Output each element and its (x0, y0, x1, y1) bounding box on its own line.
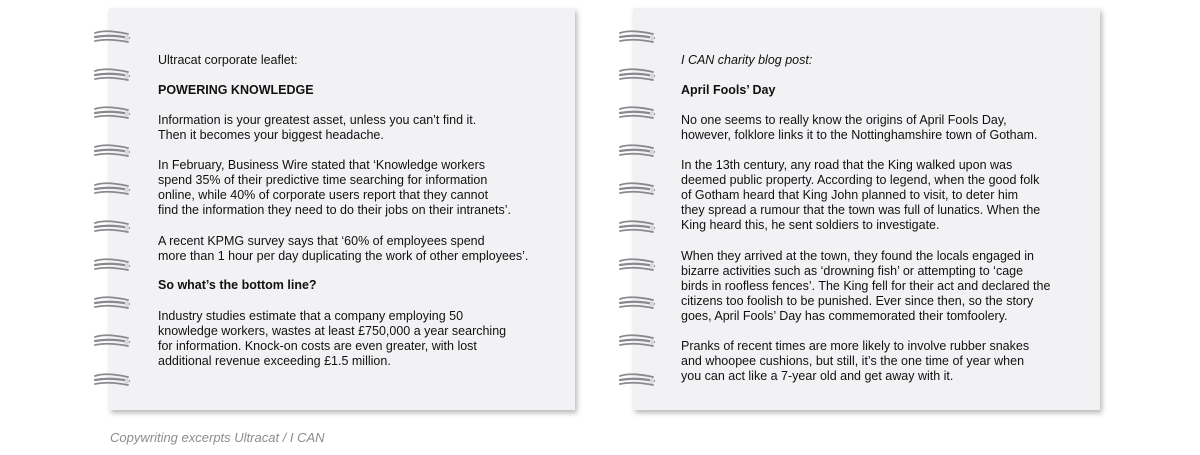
paragraph: In the 13th century, any road that the King walked upon was deemed public property. According to legend, when the good folk of Gotham heard that King John planned to visit, to deter him they spread a rumour that the town was full of lunatics. When the King heard this, he sent soldiers to investigate. (681, 158, 1041, 232)
paragraph: Industry studies estimate that a company employing 50 knowledge workers, wastes at least £750,000 a year searching for information. Knock-on costs are even greater, with lost additional revenue exceeding £1.5 million. (158, 309, 507, 368)
paragraph: Pranks of recent times are more likely to involve rubber snakes and whoopee cushions, but still, it’s the one time of year when you can act like a 7-year old and get away with it. (681, 339, 1030, 383)
spiral-coil-icon (92, 219, 132, 235)
paragraph: A recent KPMG survey says that ‘60% of employees spend more than 1 hour per day duplicating the work of other employees’. (158, 234, 529, 263)
spiral-coil-icon (617, 372, 657, 388)
card-heading: April Fools’ Day (681, 83, 776, 97)
spiral-coil-icon (92, 333, 132, 349)
spiral-coil-icon (617, 257, 657, 273)
card-subheading: So what’s the bottom line? (158, 278, 317, 292)
card-label: Ultracat corporate leaflet: (158, 53, 298, 67)
spiral-coil-icon (617, 181, 657, 197)
spiral-coil-icon (92, 105, 132, 121)
paragraph: No one seems to really know the origins of April Fools Day, however, folklore links it to the Nottinghamshire town of Gotham. (681, 113, 1038, 142)
spiral-coil-icon (617, 219, 657, 235)
spiral-coil-icon (92, 295, 132, 311)
spiral-coil-icon (617, 29, 657, 45)
spiral-coil-icon (92, 257, 132, 273)
card-label: I CAN charity blog post: (681, 53, 813, 67)
spiral-coil-icon (617, 67, 657, 83)
spiral-coil-icon (92, 143, 132, 159)
paragraph: When they arrived at the town, they found the locals engaged in bizarre activities such as ‘drowning fish’ or attempting to ‘cage birds in roofless fences’. The King fell for their act and declared the citizens too foolish to be punished. Ever since then, so the story goes, April Fools’ Day has commemorated their tomfoolery. (681, 249, 1051, 323)
spiral-coil-icon (617, 143, 657, 159)
spiral-coil-icon (92, 372, 132, 388)
spiral-coil-icon (617, 105, 657, 121)
spiral-coil-icon (617, 295, 657, 311)
spiral-coil-icon (92, 67, 132, 83)
spiral-coil-icon (92, 29, 132, 45)
caption: Copywriting excerpts Ultracat / I CAN (110, 430, 325, 445)
paragraph: Information is your greatest asset, unless you can’t find it. Then it becomes your biggest headache. (158, 113, 477, 142)
card-heading: POWERING KNOWLEDGE (158, 83, 314, 97)
paragraph: In February, Business Wire stated that ‘Knowledge workers spend 35% of their predictive time searching for information online, while 40% of corporate users report that they cannot find the information they need to do their jobs on their intranets’. (158, 158, 511, 217)
spiral-coil-icon (92, 181, 132, 197)
spiral-coil-icon (617, 333, 657, 349)
